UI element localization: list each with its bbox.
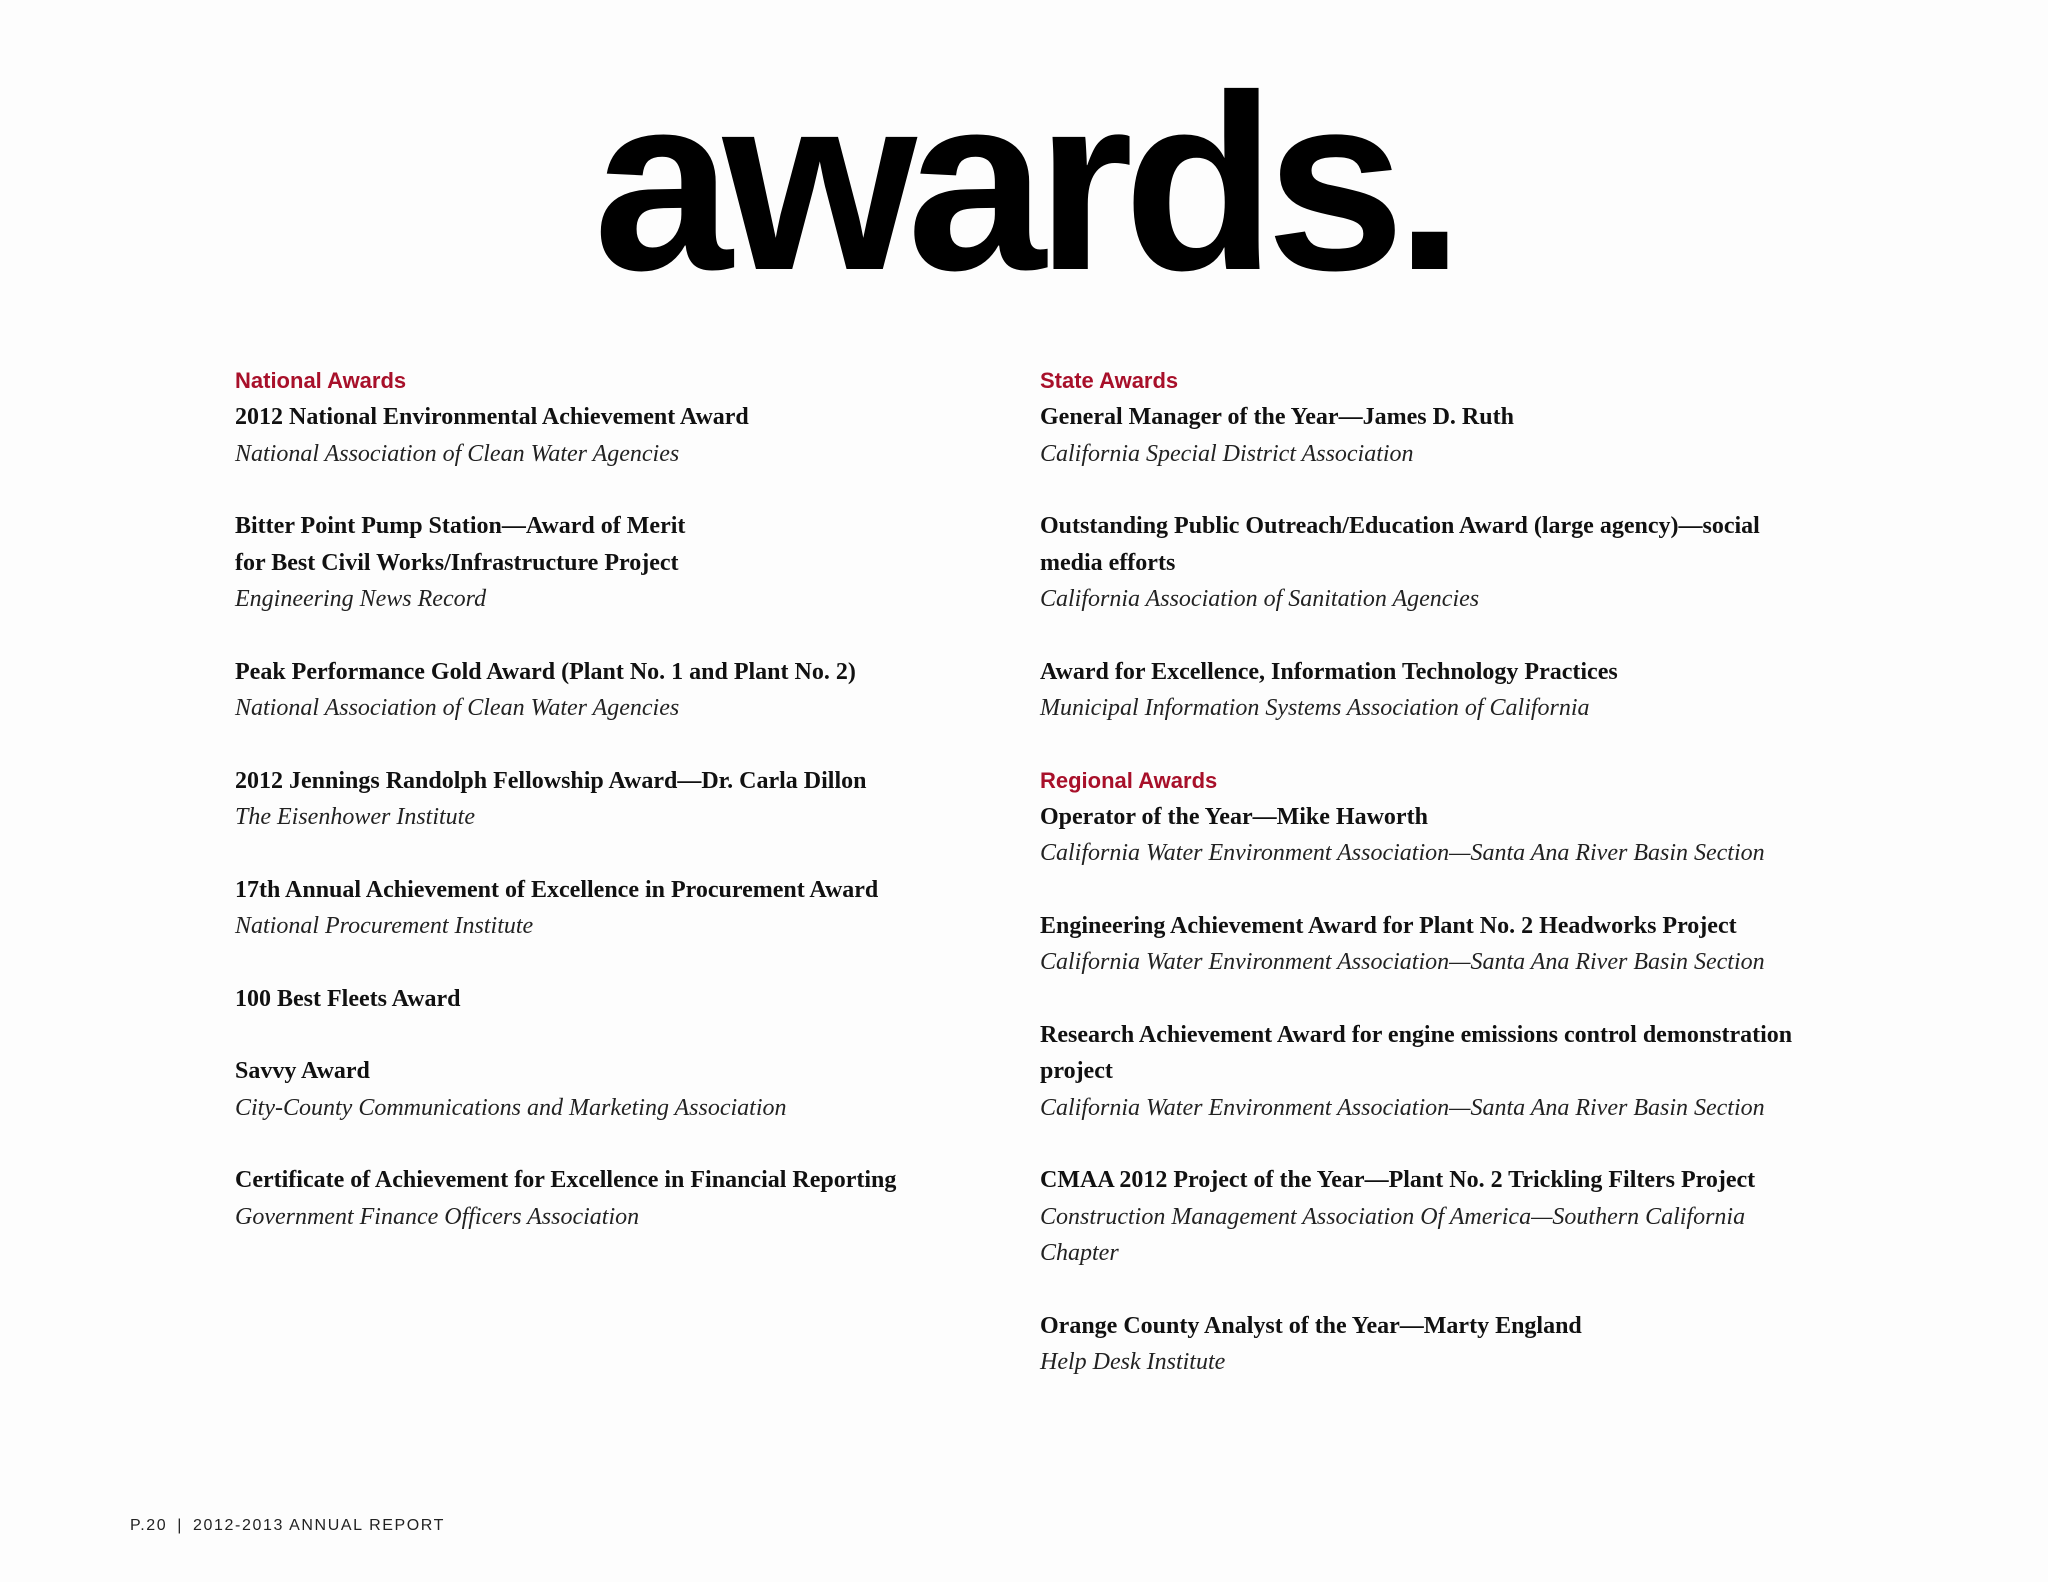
award-item <box>235 654 955 727</box>
award-item <box>235 981 955 1018</box>
award-organization: Municipal Information Systems Association of California <box>1040 695 1590 721</box>
award-organization: California Water Environment Association—Santa Ana River Basin Section <box>1040 949 1765 975</box>
award-organization: California Water Environment Association—Santa Ana River Basin Section <box>1040 1094 1765 1121</box>
award-title: Operator of the Year—Mike Haworth <box>1040 803 1428 830</box>
national-awards-section <box>235 363 955 1235</box>
award-title: Outstanding Public Outreach/Education Award (large agency)—social media efforts <box>1040 513 1760 576</box>
footer-separator: | <box>177 1517 184 1534</box>
award-organization: The Eisenhower Institute <box>235 804 475 830</box>
award-item <box>1040 399 1820 472</box>
award-organization: California Water Environment Association—Santa Ana River Basin Section <box>1040 840 1765 866</box>
award-item <box>1040 799 1820 872</box>
award-title: Research Achievement Award for engine emissions control demonstration project <box>1040 1021 1793 1084</box>
regional-awards-section <box>1040 763 1820 1381</box>
award-title: 17th Annual Achievement of Excellence in Procurement Award <box>235 876 879 903</box>
award-item <box>235 1162 955 1235</box>
award-organization: City-County Communications and Marketing Association <box>235 1094 787 1121</box>
award-title: CMAA 2012 Project of the Year—Plant No. 2 Trickling Filters Project <box>1040 1167 1756 1193</box>
state-awards-heading: State Awards <box>1040 368 1179 393</box>
award-item <box>235 1053 955 1126</box>
award-item <box>235 508 955 618</box>
award-title: Bitter Point Pump Station—Award of Merit for Best Civil Works/Infrastructure Project <box>235 513 686 576</box>
award-title: Peak Performance Gold Award (Plant No. 1 and Plant No. 2) <box>235 658 856 685</box>
award-organization: Construction Management Association Of America—Southern California Chapter <box>1040 1203 1746 1266</box>
award-title: Engineering Achievement Award for Plant No. 2 Headworks Project <box>1040 912 1737 939</box>
award-title: Savvy Award <box>235 1058 370 1084</box>
award-organization: California Special District Association <box>1040 440 1414 467</box>
award-organization: National Association of Clean Water Agencies <box>235 440 680 467</box>
left-column <box>235 363 955 1271</box>
award-title: Certificate of Achievement for Excellence in Financial Reporting <box>235 1167 897 1193</box>
award-item <box>235 872 955 945</box>
state-awards-list <box>1040 399 1820 727</box>
regional-awards-heading: Regional Awards <box>1040 767 1218 793</box>
award-title: Award for Excellence, Information Technology Practices <box>1040 658 1618 685</box>
award-title: 2012 National Environmental Achievement Award <box>235 404 749 430</box>
award-organization: Help Desk Institute <box>1040 1349 1226 1375</box>
award-organization: Engineering News Record <box>235 586 487 612</box>
page-footer <box>130 1517 445 1535</box>
state-awards-section <box>1040 363 1820 727</box>
national-awards-heading: National Awards <box>235 368 407 393</box>
award-item <box>1040 1308 1820 1381</box>
page-number: P.20 <box>130 1517 168 1534</box>
award-item <box>1040 1162 1820 1272</box>
award-item <box>1040 654 1820 727</box>
award-title: 2012 Jennings Randolph Fellowship Award—Dr. Carla Dillon <box>235 767 867 794</box>
award-organization: California Association of Sanitation Agencies <box>1040 586 1480 612</box>
award-organization: Government Finance Officers Association <box>235 1203 640 1230</box>
award-organization: National Procurement Institute <box>235 913 534 939</box>
report-title: 2012-2013 ANNUAL REPORT <box>193 1517 446 1534</box>
award-organization: National Association of Clean Water Agencies <box>235 695 680 721</box>
regional-awards-list <box>1040 799 1820 1381</box>
page-title: awards. <box>593 43 1455 322</box>
award-item <box>235 399 955 472</box>
award-item <box>1040 508 1820 618</box>
award-title: 100 Best Fleets Award <box>235 985 461 1012</box>
award-item <box>235 763 955 836</box>
award-item <box>1040 908 1820 981</box>
right-column <box>1040 363 1820 1417</box>
national-awards-list <box>235 399 955 1235</box>
award-title: General Manager of the Year—James D. Ruth <box>1040 404 1514 430</box>
award-title: Orange County Analyst of the Year—Marty England <box>1040 1312 1582 1339</box>
award-item <box>1040 1017 1820 1127</box>
